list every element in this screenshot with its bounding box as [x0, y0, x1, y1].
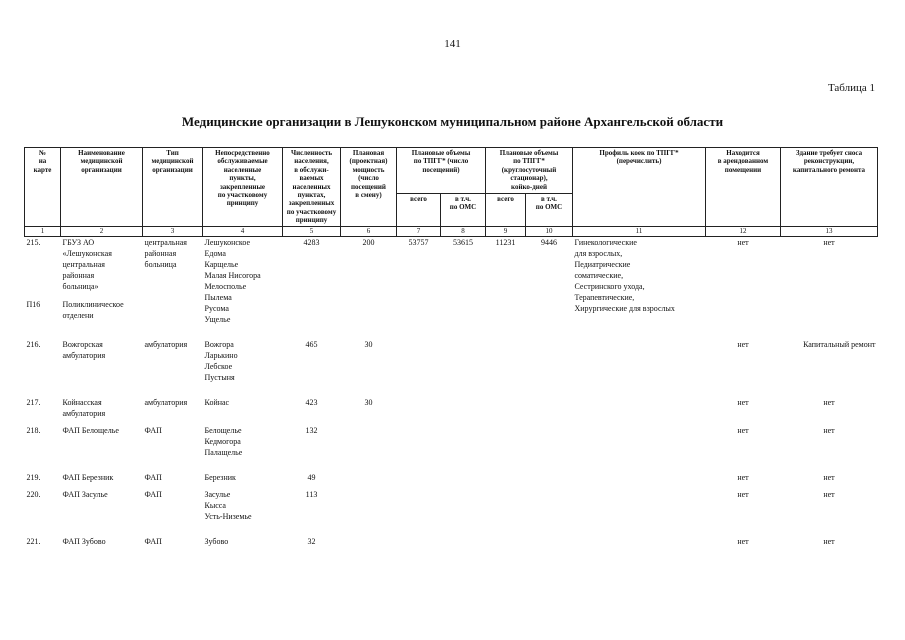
population: 423 — [305, 397, 318, 407]
table-row — [25, 425, 878, 458]
row-number: 216. — [26, 339, 41, 349]
repair-status: нет — [823, 536, 835, 546]
org-name: Вожгорская амбулатория — [62, 339, 106, 360]
repair-status: нет — [823, 237, 835, 247]
header-map-number: № на карте — [25, 148, 61, 227]
settlements: Койнас — [204, 397, 230, 407]
column-number: 1 — [25, 226, 61, 236]
visits-total: 53757 — [408, 237, 429, 247]
org-name: Поликлиническое отделени — [62, 300, 124, 321]
header-org-type: Тип медицинской организации — [143, 148, 203, 227]
org-type: центральная районная больница — [144, 237, 187, 269]
population: 465 — [305, 339, 318, 349]
document-title: Медицинские организации в Лешуконском муниципальном районе Архангельской области — [181, 114, 724, 129]
table-row — [25, 236, 878, 299]
column-number: 12 — [706, 226, 781, 236]
org-type: ФАП — [144, 536, 162, 546]
settlements: Зубово — [204, 536, 229, 546]
row-number: 218. — [26, 425, 41, 435]
rented: нет — [737, 339, 749, 349]
column-number: 11 — [573, 226, 706, 236]
org-type: амбулатория — [144, 339, 188, 349]
table-row — [25, 536, 878, 547]
population: 132 — [305, 425, 318, 435]
table-row — [25, 397, 878, 419]
header-capacity: Плановая (проектная) мощность (число посещений в смену) — [341, 148, 397, 227]
row-number: 215. — [26, 237, 41, 247]
header-org-name: Наименование медицинской организации — [61, 148, 143, 227]
org-type: ФАП — [144, 489, 162, 499]
rented: нет — [737, 472, 749, 482]
header-rented: Находится в арендованном помещении — [706, 148, 781, 227]
column-number: 5 — [283, 226, 341, 236]
settlements: Березник — [204, 472, 236, 482]
column-number: 10 — [526, 226, 573, 236]
header-settlements: Непосредственно обслуживаемые населенные пункты, закрепленные по участковому принципу — [203, 148, 283, 227]
settlements: Засулье Кысса Усть-Низемье — [204, 489, 252, 521]
beddays-oms: 9446 — [541, 237, 557, 247]
repair-status: нет — [823, 397, 835, 407]
beddays-total: 11231 — [495, 237, 516, 247]
org-name: ГБУЗ АО «Лешуконская центральная районная больница» — [62, 237, 112, 291]
repair-status: нет — [823, 472, 835, 482]
table-row — [25, 339, 878, 383]
org-type: ФАП — [144, 425, 162, 435]
visits-oms: 53615 — [453, 237, 473, 247]
settlements: Белощелье Кедмогора Палащелье — [204, 425, 243, 457]
table-label: Таблица 1 — [827, 82, 875, 94]
population: 49 — [307, 472, 316, 482]
repair-status: нет — [823, 425, 835, 435]
bed-profile: Гинекологические для взрослых, Педиатрические соматические, Сестринского ухода, Терапевтические, Хирургические для взрослых — [574, 237, 675, 313]
header-planned-visits: Плановые объемы по ТПГГ* (число посещений) — [397, 148, 486, 194]
org-name: Койнасская амбулатория — [62, 397, 106, 418]
org-type: амбулатория — [144, 397, 188, 407]
settlements: Вожгора Ларькино Лебское Пустыня — [204, 339, 238, 382]
column-number-row — [25, 226, 878, 236]
org-name: ФАП Березник — [62, 472, 114, 482]
table-body — [25, 236, 878, 547]
repair-status: Капитальный ремонт — [803, 339, 876, 349]
header-beddays-total: всего — [486, 193, 526, 226]
repair-status: нет — [823, 489, 835, 499]
settlements: Лешуконское Едома Карщелье Малая Нисогора Мелосполье Пылема Русома Ущелье — [204, 237, 261, 324]
header-visits-oms: в т.ч. по ОМС — [441, 193, 486, 226]
capacity: 30 — [364, 339, 373, 349]
column-number: 9 — [486, 226, 526, 236]
org-name: ФАП Зубово — [62, 536, 106, 546]
row-number: П16 — [26, 300, 41, 310]
row-number: 220. — [26, 489, 41, 499]
table-row — [25, 489, 878, 522]
row-number: 221. — [26, 536, 41, 546]
row-number: 217. — [26, 397, 41, 407]
header-visits-total: всего — [397, 193, 441, 226]
population: 113 — [305, 489, 318, 499]
column-number: 4 — [203, 226, 283, 236]
column-number: 8 — [441, 226, 486, 236]
table-row — [25, 472, 878, 483]
capacity: 30 — [364, 397, 373, 407]
header-beddays-oms: в т.ч. по ОМС — [526, 193, 573, 226]
org-name: ФАП Засулье — [62, 489, 108, 499]
org-name: ФАП Белощелье — [62, 425, 119, 435]
population: 4283 — [303, 237, 320, 247]
header-planned-beddays: Плановые объемы по ТПГГ* (круглосуточный стационар), койко-дней — [486, 148, 573, 194]
org-type: ФАП — [144, 472, 162, 482]
row-number: 219. — [26, 472, 41, 482]
rented: нет — [737, 397, 749, 407]
population: 32 — [307, 536, 316, 546]
column-number: 2 — [61, 226, 143, 236]
rented: нет — [737, 425, 749, 435]
header-bed-profile: Профиль коек по ТПГГ* (перечислить) — [573, 148, 706, 227]
page-number: 141 — [444, 38, 461, 50]
rented: нет — [737, 237, 749, 247]
capacity: 200 — [362, 237, 375, 247]
table-header — [25, 148, 878, 237]
column-number: 7 — [397, 226, 441, 236]
rented: нет — [737, 489, 749, 499]
medical-organizations-table — [24, 147, 878, 547]
column-number: 3 — [143, 226, 203, 236]
column-number: 6 — [341, 226, 397, 236]
rented: нет — [737, 536, 749, 546]
header-repair: Здание требует сноса реконструкции, капитального ремонта — [781, 148, 878, 227]
header-population: Численность населения, в обслужи- ваемых населенных пунктах, закрепленных по участковому принципу — [283, 148, 341, 227]
column-number: 13 — [781, 226, 878, 236]
table-row — [25, 299, 878, 324]
